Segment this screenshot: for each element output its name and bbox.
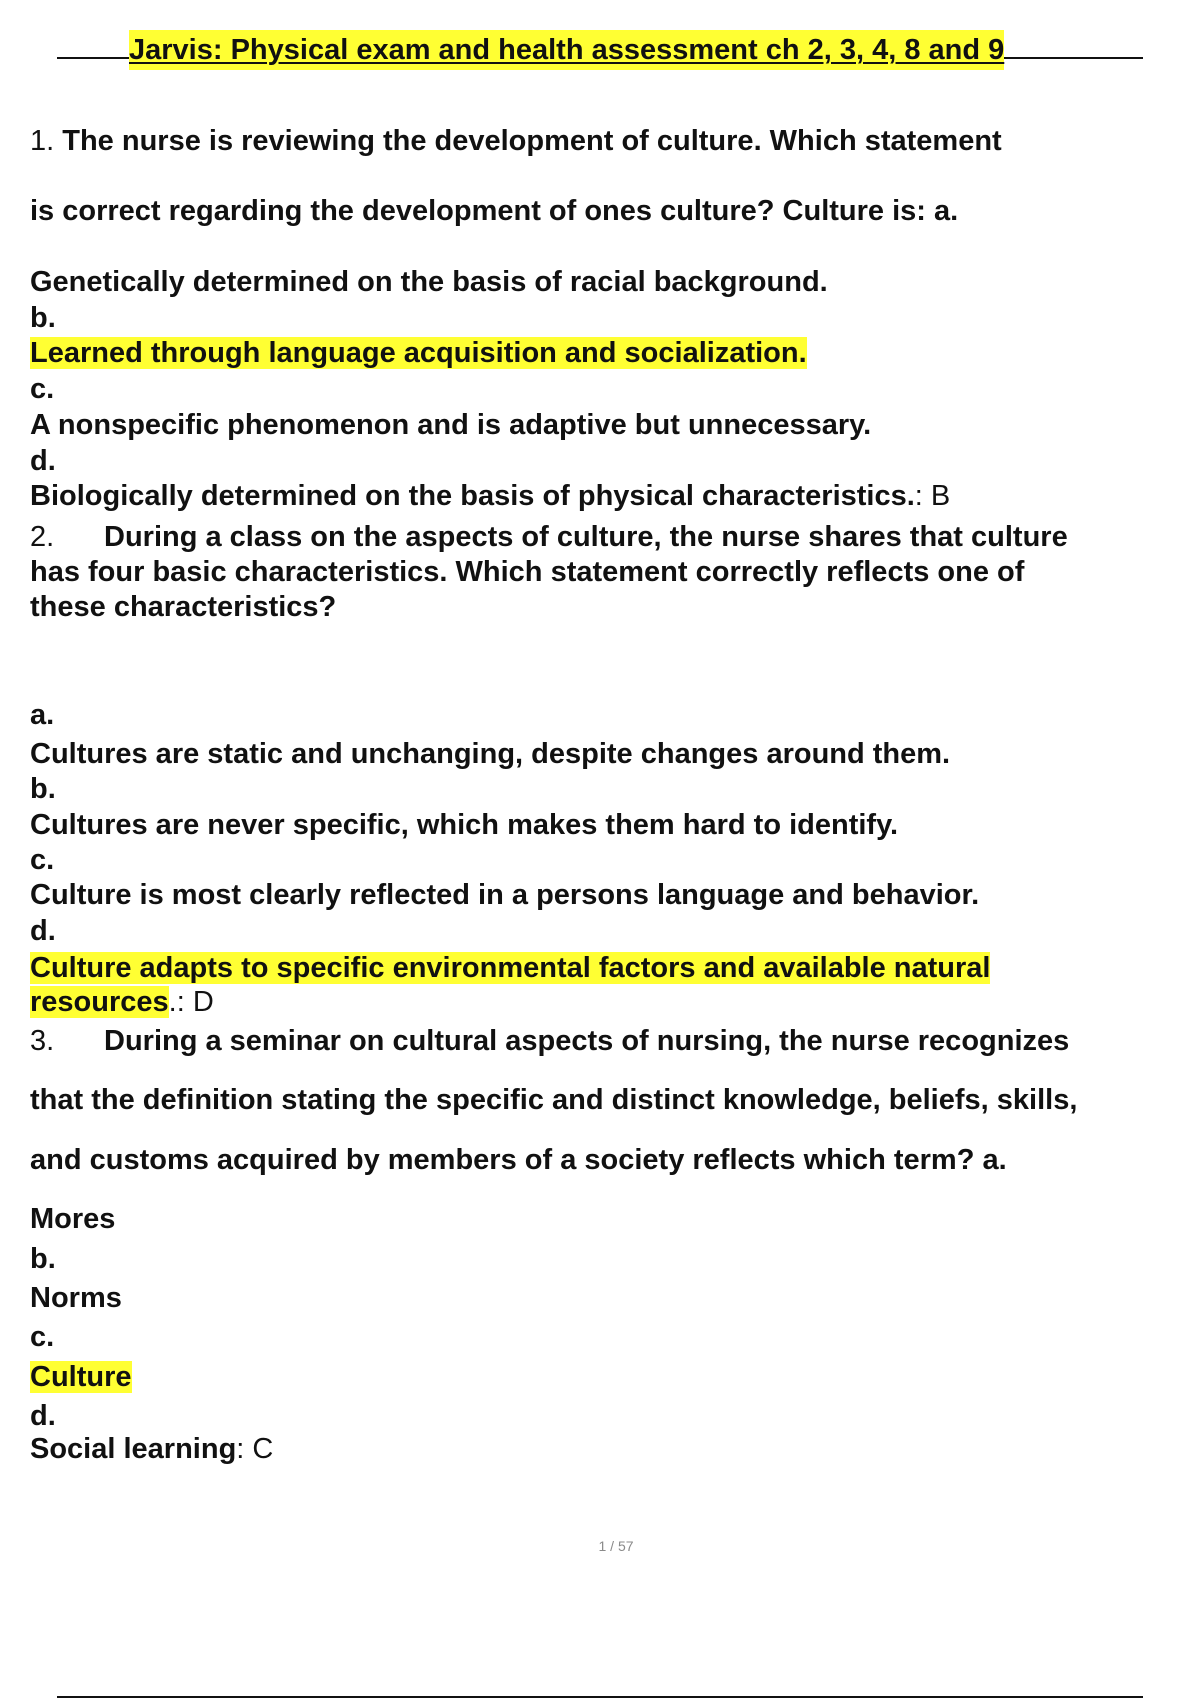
question-2-option-d-highlighted-1: Culture adapts to specific environmental factors and available natural bbox=[30, 952, 991, 984]
question-1-option-d-letter: d. bbox=[30, 445, 56, 477]
question-2-option-a-letter: a. bbox=[30, 699, 55, 731]
question-2-number: 2. bbox=[30, 521, 55, 553]
question-3-option-d bbox=[30, 1432, 273, 1466]
question-3-option-c-highlighted: Culture bbox=[30, 1361, 132, 1393]
question-1-answer: : B bbox=[914, 480, 951, 512]
question-2-stem-text-1: During a class on the aspects of culture, the nurse shares that culture bbox=[104, 521, 1068, 553]
question-1-option-b bbox=[30, 336, 807, 370]
question-1-stem-text-1: The nurse is reviewing the development of culture. Which statement bbox=[62, 125, 1002, 157]
document-title: Jarvis: Physical exam and health assessment ch 2, 3, 4, 8 and 9 bbox=[129, 30, 1004, 70]
question-1-option-b-highlighted: Learned through language acquisition and socialization. bbox=[30, 337, 807, 369]
question-1-option-d bbox=[30, 479, 950, 513]
question-2-option-c-letter: c. bbox=[30, 844, 55, 876]
question-3-option-b-letter: b. bbox=[30, 1243, 56, 1275]
question-2-option-c: Culture is most clearly reflected in a persons language and behavior. bbox=[30, 879, 980, 911]
question-1-stem-line-1 bbox=[30, 124, 1002, 158]
question-2-option-d-line-2 bbox=[30, 985, 214, 1019]
question-2-stem-line-2: has four basic characteristics. Which statement correctly reflects one of bbox=[30, 556, 1025, 588]
question-3-number: 3. bbox=[30, 1025, 55, 1057]
question-3-stem-line-2: that the definition stating the specific and distinct knowledge, beliefs, skills, bbox=[30, 1084, 1078, 1116]
question-3-option-d-text: Social learning bbox=[30, 1433, 237, 1465]
question-1-option-c-letter: c. bbox=[30, 373, 55, 405]
question-1-stem-line-2: is correct regarding the development of ones culture? Culture is: a. bbox=[30, 195, 959, 227]
question-2-option-b: Cultures are never specific, which makes them hard to identify. bbox=[30, 809, 899, 841]
question-3-answer: : C bbox=[236, 1433, 274, 1465]
title-row bbox=[57, 30, 1143, 70]
question-2-option-d-letter: d. bbox=[30, 915, 56, 947]
question-3-stem-line-1 bbox=[30, 1024, 1069, 1058]
question-2-stem-line-3: these characteristics? bbox=[30, 591, 337, 623]
question-3-stem-text-1: During a seminar on cultural aspects of nursing, the nurse recognizes bbox=[104, 1025, 1070, 1057]
question-1-option-a: Genetically determined on the basis of racial background. bbox=[30, 266, 828, 298]
question-3-stem-line-3: and customs acquired by members of a society reflects which term? a. bbox=[30, 1144, 1007, 1176]
question-1-option-b-letter: b. bbox=[30, 302, 56, 334]
question-1-number: 1. bbox=[30, 125, 55, 157]
question-2-stem-line-1 bbox=[30, 520, 1068, 554]
question-1-option-d-text: Biologically determined on the basis of physical characteristics. bbox=[30, 480, 915, 512]
question-2-option-d-line-1 bbox=[30, 951, 990, 985]
question-1-option-c: A nonspecific phenomenon and is adaptive but unnecessary. bbox=[30, 409, 872, 441]
question-2-option-a: Cultures are static and unchanging, despite changes around them. bbox=[30, 738, 951, 770]
question-3-option-d-letter: d. bbox=[30, 1400, 56, 1432]
question-3-option-c-letter: c. bbox=[30, 1321, 55, 1353]
question-3-option-b: Norms bbox=[30, 1282, 122, 1314]
question-2-option-d-highlighted-2: resources bbox=[30, 986, 169, 1018]
question-2-option-b-letter: b. bbox=[30, 773, 56, 805]
question-3-option-c bbox=[30, 1360, 132, 1394]
question-3-option-a: Mores bbox=[30, 1203, 116, 1235]
question-2-answer: .: D bbox=[168, 986, 214, 1018]
page-number: 1 / 57 bbox=[598, 1538, 634, 1554]
bottom-rule bbox=[57, 1696, 1143, 1698]
